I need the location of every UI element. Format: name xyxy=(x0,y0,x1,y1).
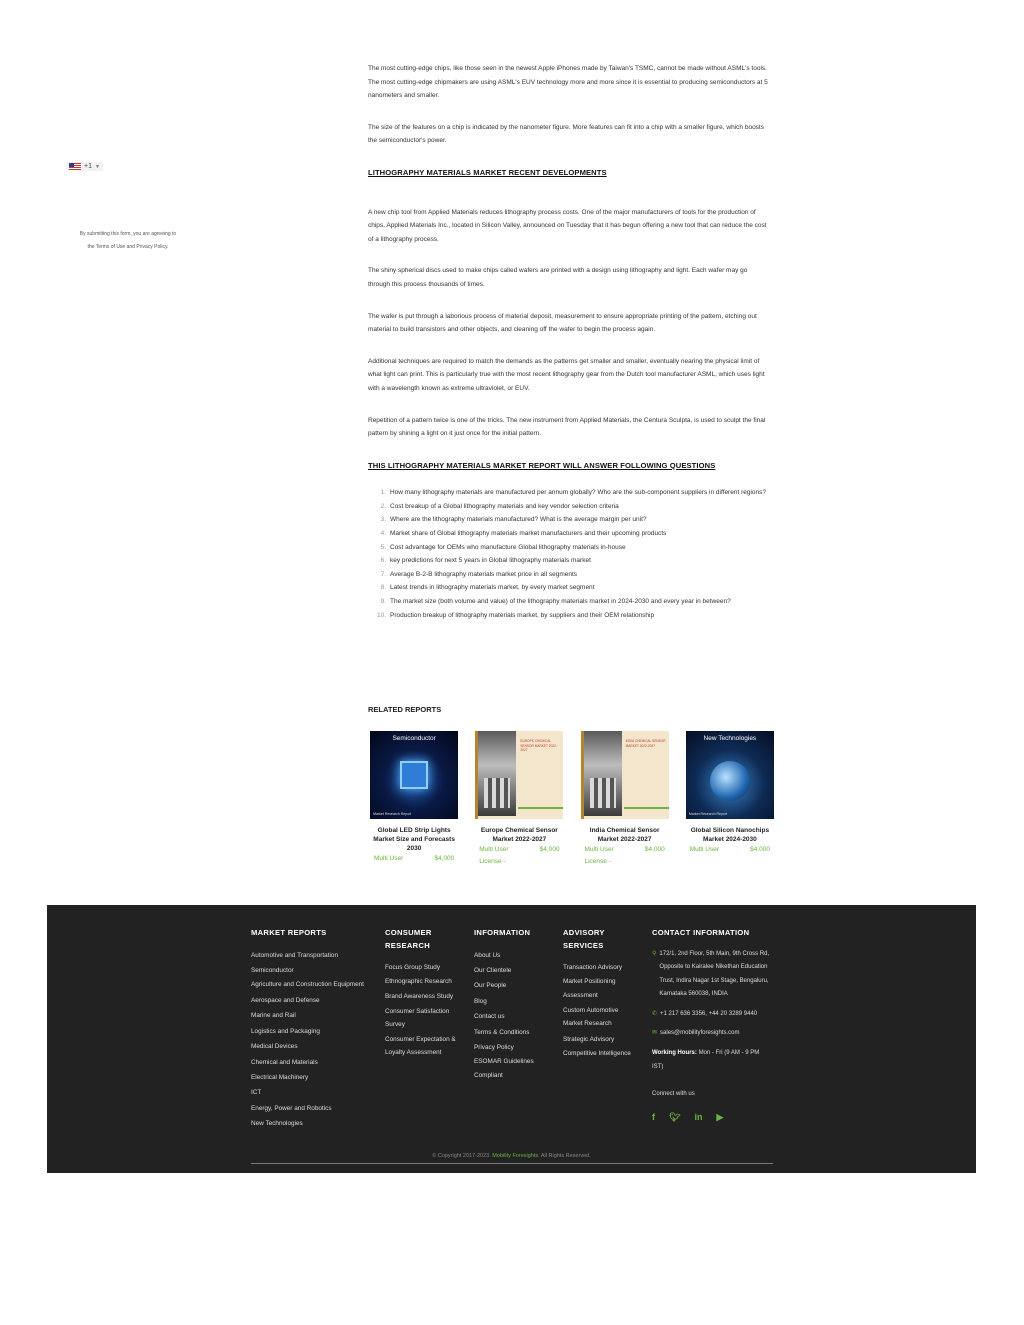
footer-link[interactable]: Chemical and Materials xyxy=(251,1058,318,1066)
footer-link[interactable]: About Us xyxy=(474,951,501,959)
footer-link[interactable]: Logistics and Packaging xyxy=(251,1027,320,1035)
footer-divider xyxy=(251,1163,773,1164)
email-link[interactable]: sales@mobilityforesights.com xyxy=(660,1030,740,1037)
article-paragraph: The size of the features on a chip is indicated by the nanometer figure. More features can fit into a chip with a smaller figure, which boosts the semiconductor's power. xyxy=(368,123,764,145)
country-code-select[interactable] xyxy=(66,162,103,171)
report-card[interactable] xyxy=(473,731,565,868)
license-type: Multi User xyxy=(374,855,404,862)
phone-text[interactable]: +1 217 636 3356, +44 20 3289 9440 xyxy=(660,1010,758,1017)
twitter-icon[interactable]: 🐦︎ xyxy=(669,1111,681,1122)
license-suffix: License - xyxy=(479,858,506,865)
cover-title: New Technologies xyxy=(703,735,757,742)
cover-title: EUROPE CHEMICAL SENSOR MARKET 2022-2027 xyxy=(520,739,557,752)
article-body xyxy=(368,62,770,622)
footer-heading: INFORMATION xyxy=(474,928,531,937)
report-price: $4,000 xyxy=(644,846,665,853)
list-text: Latest trends in lithography materials market, by every market segment xyxy=(390,584,595,592)
article-paragraph: A new chip tool from Applied Materials reduces lithography process costs. One of the major manufacturers of tools for the production of chips, Applied Materials Inc., located in Silicon Valley, announced on Tuesday that it has begun offering a new tool that can reduce the cost of a lithography process. xyxy=(368,208,767,243)
footer-heading: ADVISORY SERVICES xyxy=(563,928,605,950)
cover-accent-bar xyxy=(518,807,563,809)
list-number: 2. xyxy=(380,502,386,510)
globe-graphic xyxy=(710,761,750,801)
report-cover-image[interactable] xyxy=(686,731,774,819)
report-cover-image[interactable] xyxy=(475,731,563,819)
list-item xyxy=(374,500,770,514)
sensor-photo xyxy=(478,731,516,816)
chevron-down-icon: ▼ xyxy=(94,163,100,170)
footer-link[interactable]: Terms & Conditions xyxy=(474,1028,530,1036)
license-suffix-row xyxy=(473,856,565,868)
footer-link[interactable]: Energy, Power and Robotics xyxy=(251,1104,332,1112)
sensor-photo xyxy=(584,731,622,816)
connect-label: Connect with us xyxy=(652,1091,695,1098)
footer-market-reports xyxy=(251,927,369,1132)
terms-line-2: the Terms of Use and Privacy Policy. xyxy=(87,244,169,250)
footer-link[interactable]: Marine and Rail xyxy=(251,1012,296,1020)
contact-phone xyxy=(652,1008,772,1022)
site-footer xyxy=(47,905,976,1173)
questions-list xyxy=(368,486,770,622)
copyright-suffix: . All Rights Reserved. xyxy=(538,1153,591,1159)
footer-link[interactable]: Strategic Advisory xyxy=(563,1035,615,1043)
list-item xyxy=(374,568,770,582)
list-number: 10. xyxy=(376,611,386,619)
footer-link[interactable]: Electrical Machinery xyxy=(251,1073,309,1081)
price-row xyxy=(684,844,776,856)
footer-link[interactable]: Brand Awareness Study xyxy=(385,993,454,1000)
linkedin-icon[interactable]: in xyxy=(694,1111,703,1122)
list-text: The market size (both volume and value) of the lithography materials market in 2024-2030 and every year in between? xyxy=(390,598,731,606)
list-text: Average B-2-B lithography materials market price in all segments xyxy=(390,570,578,578)
facebook-icon[interactable]: f xyxy=(652,1111,655,1122)
report-title-link[interactable]: Global LED Strip Lights Market Size and Forecasts 2030 xyxy=(373,827,455,852)
working-hours xyxy=(652,1047,772,1074)
cover-title: Semiconductor xyxy=(392,735,436,742)
list-item xyxy=(374,527,770,541)
article-paragraph: The most cutting-edge chips, like those seen in the newest Apple iPhones made by Taiwan's TSMC, cannot be made without ASML's tools. The most cutting-edge chipmakers are using ASML's EUV technology more and more since it is essential to producing semiconductors at 5 nanometers and smaller. xyxy=(368,65,768,100)
phone-icon: ✆ xyxy=(652,1010,658,1017)
price-row xyxy=(473,844,565,856)
hours-label: Working Hours: xyxy=(652,1050,697,1057)
report-price: $4,000 xyxy=(750,846,770,853)
us-flag-icon xyxy=(69,163,81,170)
list-number: 7. xyxy=(380,570,386,578)
footer-link[interactable]: ICT xyxy=(251,1089,262,1097)
footer-advisory xyxy=(563,927,639,1062)
footer-heading: CONTACT INFORMATION xyxy=(652,928,750,937)
report-price: $4,000 xyxy=(539,846,560,853)
brand-link[interactable]: Mobility Foresights xyxy=(492,1153,539,1159)
form-terms-note xyxy=(60,228,196,254)
list-item xyxy=(374,554,770,568)
list-number: 5. xyxy=(380,543,386,551)
footer-link[interactable]: ESOMAR Guidelines Compliant xyxy=(474,1058,534,1079)
list-item xyxy=(374,595,770,609)
footer-link[interactable]: Consumer Expectation & Loyalty Assessment xyxy=(385,1035,456,1057)
email-icon: ✉ xyxy=(652,1030,658,1037)
report-card[interactable] xyxy=(684,731,776,868)
map-pin-icon: ⚲ xyxy=(652,950,657,957)
license-suffix-row xyxy=(579,856,671,868)
list-text: Market share of Global lithography materials market manufacturers and their upcoming products xyxy=(390,530,667,538)
footer-link[interactable]: Competitive Intelligence xyxy=(563,1050,631,1058)
list-text: How many lithography materials are manufactured per annum globally? Who are the sub-component suppliers in different regions? xyxy=(390,489,767,497)
address-text: 172/1, 2nd Floor, 5th Main, 9th Cross Rd, Opposite to Kairalee Nikethan Education Trust, Indira Nagar 1st Stage, Bengaluru, Karnataka 560038, INDIA xyxy=(659,950,770,998)
footer-link[interactable]: Transaction Advisory xyxy=(563,964,623,971)
list-item xyxy=(374,581,770,595)
country-code-value: +1 xyxy=(84,163,92,170)
article-paragraph: The shiny spherical discs used to make chips called wafers are printed with a design using lithography and light. Each wafer may go through this process thousands of times. xyxy=(368,267,748,288)
list-text: key predictions for next 5 years in Global lithography materials market xyxy=(390,557,591,565)
hours-text: Mon - Fri (9 AM - 9 PM IST) xyxy=(652,1050,760,1070)
list-text: Cost breakup of a Global lithography materials and key vendor selection criteria xyxy=(390,502,619,510)
footer-link[interactable]: Agriculture and Construction Equipment xyxy=(251,981,364,989)
article-paragraph: Repetition of a pattern twice is one of the tricks. The new instrument from Applied Materials, the Centura Sculpta, is used to sculpt the final pattern by shining a light on it just once for the initial pattern. xyxy=(368,416,766,438)
list-text: Cost advantage for OEMs who manufacture Global lithography materials in-house xyxy=(390,543,626,551)
list-number: 8. xyxy=(380,584,386,592)
footer-link[interactable]: Ethnographic Research xyxy=(385,978,452,986)
related-reports-grid xyxy=(368,731,776,868)
list-number: 1. xyxy=(380,489,386,497)
social-links xyxy=(652,1112,772,1123)
list-number: 6. xyxy=(380,557,386,565)
footer-link[interactable]: Privacy Policy xyxy=(474,1043,514,1051)
report-title-link[interactable]: Global Silicon Nanochips Market 2024-2030 xyxy=(690,827,770,843)
footer-heading: MARKET REPORTS xyxy=(251,928,327,937)
list-item xyxy=(374,609,770,623)
report-title-link[interactable]: India Chemical Sensor Market 2022-2027 xyxy=(589,827,660,843)
cover-title: INDIA CHEMICAL SENSOR MARKET 2022-2027 xyxy=(625,739,666,748)
footer-link[interactable]: Automotive and Transportation xyxy=(251,951,339,959)
price-row xyxy=(579,844,671,856)
contact-email xyxy=(652,1027,772,1041)
footer-consumer-research xyxy=(385,927,461,1061)
footer-information xyxy=(474,927,550,1084)
report-cover-image[interactable] xyxy=(370,731,458,819)
list-number: 9. xyxy=(380,598,386,606)
list-text: Where are the lithography materials manufactured? What is the average margin per unit? xyxy=(390,516,647,524)
article-paragraph: Additional techniques are required to match the demands as the patterns get smaller and smaller, eventually nearing the physical limit of what light can print. This is particularly true with the most recent lithography gear from the Dutch tool manufacturer ASML, which uses light with a wavelength known as extreme ultraviolet, or EUV. xyxy=(368,357,765,392)
list-item xyxy=(374,486,770,500)
footer-link[interactable]: Consumer Satisfaction Survey xyxy=(385,1007,450,1029)
list-item xyxy=(374,541,770,555)
footer-link[interactable]: Market Positioning Assessment xyxy=(563,978,616,999)
list-text: Production breakup of lithography materials market, by suppliers and their OEM relationship xyxy=(390,611,655,619)
section-heading-developments: LITHOGRAPHY MATERIALS MARKET RECENT DEVELOPMENTS xyxy=(368,167,607,177)
footer-link[interactable]: Medical Devices xyxy=(251,1043,298,1051)
list-number: 4. xyxy=(380,530,386,538)
cover-footer: Market Research Report xyxy=(688,812,728,816)
contact-address xyxy=(652,948,772,1002)
license-type: Multi User xyxy=(479,846,509,853)
footer-link[interactable]: Our Clientele xyxy=(474,966,512,974)
footer-link[interactable]: New Technologies xyxy=(251,1120,303,1128)
footer-link[interactable]: Blog xyxy=(474,997,487,1005)
report-price: $4,000 xyxy=(434,855,455,862)
license-type: Multi User xyxy=(689,846,720,853)
section-heading-questions: THIS LITHOGRAPHY MATERIALS MARKET REPORT WILL ANSWER FOLLOWING QUESTIONS xyxy=(368,460,716,470)
footer-heading: CONSUMER RESEARCH xyxy=(385,928,432,950)
footer-link[interactable]: Our People xyxy=(474,982,507,990)
cover-accent-bar xyxy=(624,807,669,809)
list-item xyxy=(374,513,770,527)
article-paragraph: The wafer is put through a laborious process of material deposit, measurement to ensure appropriate printing of the pattern, etching out material to build transistors and other objects, and cleaning off the wafer to begin the process again. xyxy=(368,312,757,334)
footer-link[interactable]: Custom Automotive Market Research xyxy=(563,1006,619,1028)
footer-link[interactable]: Contact us xyxy=(474,1013,505,1021)
license-type: Multi User xyxy=(584,846,614,853)
report-title-link[interactable]: Europe Chemical Sensor Market 2022-2027 xyxy=(480,827,558,843)
footer-link[interactable]: Aerospace and Defense xyxy=(251,996,320,1004)
youtube-icon[interactable]: ▶ xyxy=(716,1111,724,1122)
report-cover-image[interactable] xyxy=(581,731,669,819)
license-suffix: License - xyxy=(584,858,611,865)
terms-line-1: By submitting this form, you are agreeing to xyxy=(79,231,177,237)
cover-footer: Market Research Report xyxy=(373,812,412,816)
price-row xyxy=(368,853,460,865)
report-card[interactable] xyxy=(579,731,671,868)
copyright-prefix: © Copyright 2017-2023. xyxy=(432,1153,491,1159)
footer-link[interactable]: Semiconductor xyxy=(251,966,294,974)
report-card[interactable] xyxy=(368,731,460,868)
list-number: 3. xyxy=(380,516,386,524)
related-reports-title: RELATED REPORTS xyxy=(368,705,442,714)
chip-graphic xyxy=(400,761,428,789)
copyright xyxy=(47,1153,976,1159)
footer-contact xyxy=(652,927,772,1123)
footer-link[interactable]: Focus Group Study xyxy=(385,964,441,971)
